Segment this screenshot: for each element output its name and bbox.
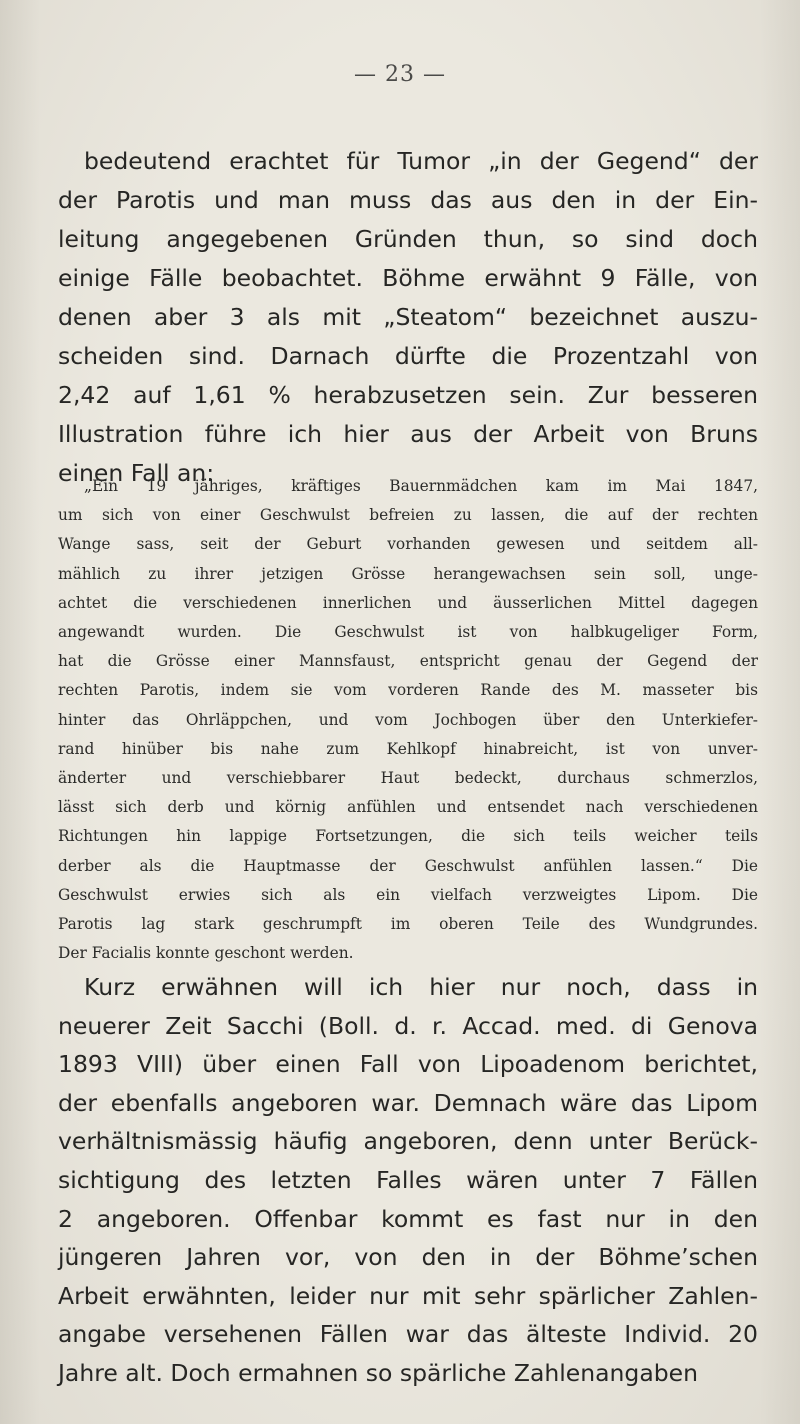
quote-line: Parotis lag stark geschrumpft im oberen Teile des Wundgrundes. bbox=[58, 915, 758, 934]
text-line: 2,42 auf 1,61 % herabzusetzen sein. Zur besseren bbox=[58, 381, 758, 409]
quote-line: rechten Parotis, indem sie vom vorderen Rande des M. masseter bis bbox=[58, 681, 758, 700]
quote-line: lässt sich derb und körnig anfühlen und entsendet nach verschiedenen bbox=[58, 798, 758, 817]
text-line: einen Fall an: bbox=[58, 459, 215, 487]
body-paragraph-1 bbox=[58, 142, 758, 493]
quote-line: mählich zu ihrer jetzigen Grösse herangewachsen sein soll, unge- bbox=[58, 564, 758, 583]
quote-line: „Ein 19 jähriges, kräftiges Bauernmädchen kam im Mai 1847, bbox=[84, 477, 758, 495]
text-line: Illustration führe ich hier aus der Arbeit von Bruns bbox=[58, 420, 758, 448]
quote-line: Der Facialis konnte geschont werden. bbox=[58, 944, 354, 963]
body-paragraph-2 bbox=[58, 968, 758, 1393]
text-line: jüngeren Jahren vor, von den in der Böhme’schen bbox=[58, 1243, 758, 1272]
text-line: 2 angeboren. Offenbar kommt es fast nur in den bbox=[58, 1204, 758, 1233]
text-line: verhältnismässig häufig angeboren, denn unter Berück- bbox=[58, 1127, 758, 1156]
text-line: der ebenfalls angeboren war. Demnach wäre das Lipom bbox=[58, 1088, 758, 1117]
text-line: bedeutend erachtet für Tumor „in der Gegend“ der bbox=[84, 147, 758, 175]
quote-line: um sich von einer Geschwulst befreien zu lassen, die auf der rechten bbox=[58, 506, 758, 525]
quote-line: Richtungen hin lappige Fortsetzungen, die sich teils weicher teils bbox=[58, 827, 758, 846]
text-line: scheiden sind. Darnach dürfte die Prozentzahl von bbox=[58, 342, 758, 370]
text-line: denen aber 3 als mit „Steatom“ bezeichnet auszu- bbox=[58, 303, 758, 331]
quote-line: Geschwulst erwies sich als ein vielfach verzweigtes Lipom. Die bbox=[58, 885, 758, 904]
quoted-case-report bbox=[58, 472, 758, 968]
quote-line: rand hinüber bis nahe zum Kehlkopf hinabreicht, ist von unver- bbox=[58, 739, 758, 758]
text-line: neuerer Zeit Sacchi (Boll. d. r. Accad. med. di Genova bbox=[58, 1011, 758, 1040]
text-line: sichtigung des letzten Falles wären unter 7 Fällen bbox=[58, 1165, 758, 1194]
quote-line: achtet die verschiedenen innerlichen und äusserlichen Mittel dagegen bbox=[58, 593, 758, 612]
text-line: der Parotis und man muss das aus den in der Ein- bbox=[58, 186, 758, 214]
text-line: angabe versehenen Fällen war das älteste Individ. 20 bbox=[58, 1320, 758, 1349]
quote-line: angewandt wurden. Die Geschwulst ist von halbkugeliger Form, bbox=[58, 623, 758, 642]
text-line: einige Fälle beobachtet. Böhme erwähnt 9 Fälle, von bbox=[58, 264, 758, 292]
text-line: Kurz erwähnen will ich hier nur noch, dass in bbox=[84, 973, 758, 1001]
text-line: leitung angegebenen Gründen thun, so sind doch bbox=[58, 225, 758, 253]
quote-line: Wange sass, seit der Geburt vorhanden gewesen und seitdem all- bbox=[58, 535, 758, 554]
text-line: 1893 VIII) über einen Fall von Lipoadenom berichtet, bbox=[58, 1050, 758, 1079]
quote-line: derber als die Hauptmasse der Geschwulst anfühlen lassen.“ Die bbox=[58, 856, 758, 875]
quote-line: änderter und verschiebbarer Haut bedeckt, durchaus schmerzlos, bbox=[58, 769, 758, 788]
text-line: Jahre alt. Doch ermahnen so spärliche Zahlenangaben bbox=[58, 1358, 699, 1387]
quote-line: hat die Grösse einer Mannsfaust, entspricht genau der Gegend der bbox=[58, 652, 758, 671]
quote-line: hinter das Ohrläppchen, und vom Jochbogen über den Unterkiefer- bbox=[58, 710, 758, 729]
text-line: Arbeit erwähnten, leider nur mit sehr spärlicher Zahlen- bbox=[58, 1281, 758, 1310]
page-number: — 23 — bbox=[354, 62, 446, 87]
